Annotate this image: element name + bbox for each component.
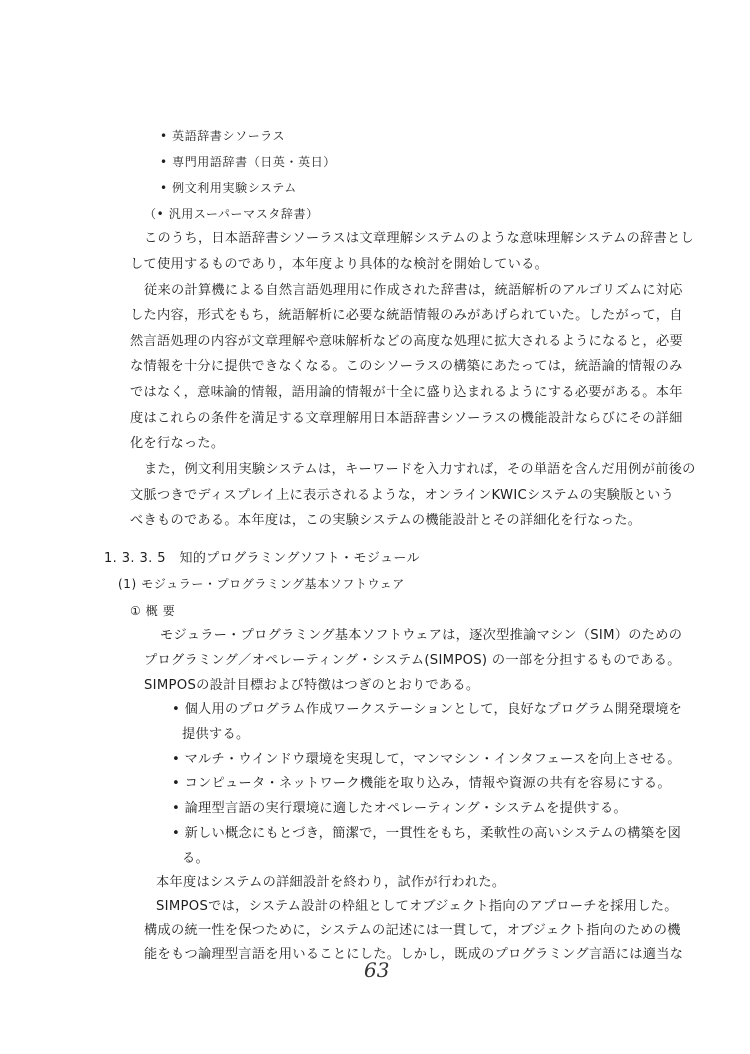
paragraph-line: な情報を十分に提供できなくなる。このシソーラスの構築にあたっては，統語論的情報のみ — [130, 359, 683, 374]
subsubsection-heading: ① 概 要 — [130, 604, 176, 618]
paragraph-line: 化を行なった。 — [130, 436, 225, 451]
paragraph-line: 従来の計算機による自然言語処理用に作成された辞書は，統語解析のアルゴリズムに対応 — [144, 283, 683, 298]
paragraph-line: べきものである。本年度は，この実験システムの機能設計とその詳細化を行なった。 — [130, 513, 642, 528]
paragraph-line: モジュラー・プログラミング基本ソフトウェアは，逐次型推論マシン（SIM）のための — [160, 628, 683, 643]
list-item: （• 汎用スーパーマスタ辞書） — [144, 207, 319, 221]
list-item: • 専門用語辞書（日英・英日） — [160, 155, 336, 169]
section-number: 1. 3. 3. 5 — [104, 551, 166, 566]
paragraph-line: SIMPOSでは，システム設計の枠組としてオブジェクト指向のアプローチを採用した。 — [156, 899, 678, 914]
list-item: • 論理型言語の実行環境に適したオペレーティング・システムを提供する。 — [172, 801, 628, 816]
list-item: • 例文利用実験システム — [160, 181, 297, 195]
section-title: 知的プログラミングソフト・モジュール — [179, 551, 420, 566]
paragraph-line: このうち，日本語辞書シソーラスは文章理解システムのような意味理解システムの辞書とし — [144, 231, 694, 246]
list-item: • 英語辞書シソーラス — [160, 129, 286, 143]
list-item: • 個人用のプログラム作成ワークステーションとして，良好なプログラム開発環境を — [172, 702, 683, 717]
paragraph-line: 構成の統一性を保つために，システムの記述には一貫して，オブジェクト指向のための機 — [144, 923, 681, 938]
paragraph-line: また，例文利用実験システムは，キーワードを入力すれば，その単語を含んだ用例が前後の — [144, 462, 696, 477]
paragraph-line: した内容，形式をもち，統語解析に必要な統語情報のみがあげられていた。したがって，自 — [130, 308, 683, 323]
paragraph-line: SIMPOSの設計目標および特徴はつぎのとおりである。 — [144, 678, 480, 693]
list-item: • マルチ・ウインドウ環境を実現して，マンマシン・インタフェースを向上させる。 — [172, 752, 681, 767]
paragraph-line: して使用するものであり，本年度より具体的な検討を開始している。 — [130, 257, 549, 272]
subsection-heading: (1) モジュラー・プログラミング基本ソフトウェア — [118, 577, 405, 591]
list-item: 提供する。 — [182, 727, 250, 742]
paragraph-line: ではなく，意味論的情報，語用論的情報が十全に盛り込まれるようにする必要がある。本年 — [130, 385, 683, 400]
paragraph-line: 然言語処理の内容が文章理解や意味解析などの高度な処理に拡大されるようになると，必要 — [130, 334, 683, 349]
list-item: • 新しい概念にもとづき，簡潔で，一貫性をもち，柔軟性の高いシステムの構築を図 — [172, 826, 682, 841]
page-number: 63 — [364, 958, 390, 982]
list-item: る。 — [182, 851, 209, 866]
paragraph-line: プログラミング／オペレーティング・システム(SIMPOS) の一部を分担するものである。 — [144, 653, 681, 668]
paragraph-line: 能をもつ論理型言語を用いることにした。しかし，既成のプログラミング言語には適当な — [144, 947, 684, 962]
paragraph-line: 度はこれらの条件を満足する文章理解用日本語辞書シソーラスの機能設計ならびにその詳細 — [130, 411, 683, 426]
section-heading — [104, 550, 420, 568]
list-item: • コンピュータ・ネットワーク機能を取り込み，情報や資源の共有を容易にする。 — [172, 776, 671, 791]
paragraph-line: 本年度はシステムの詳細設計を終わり，試作が行われた。 — [156, 875, 506, 890]
paragraph-line: 文脈つきでディスプレイ上に表示されるような，オンラインKWICシステムの実験版という — [130, 488, 675, 503]
